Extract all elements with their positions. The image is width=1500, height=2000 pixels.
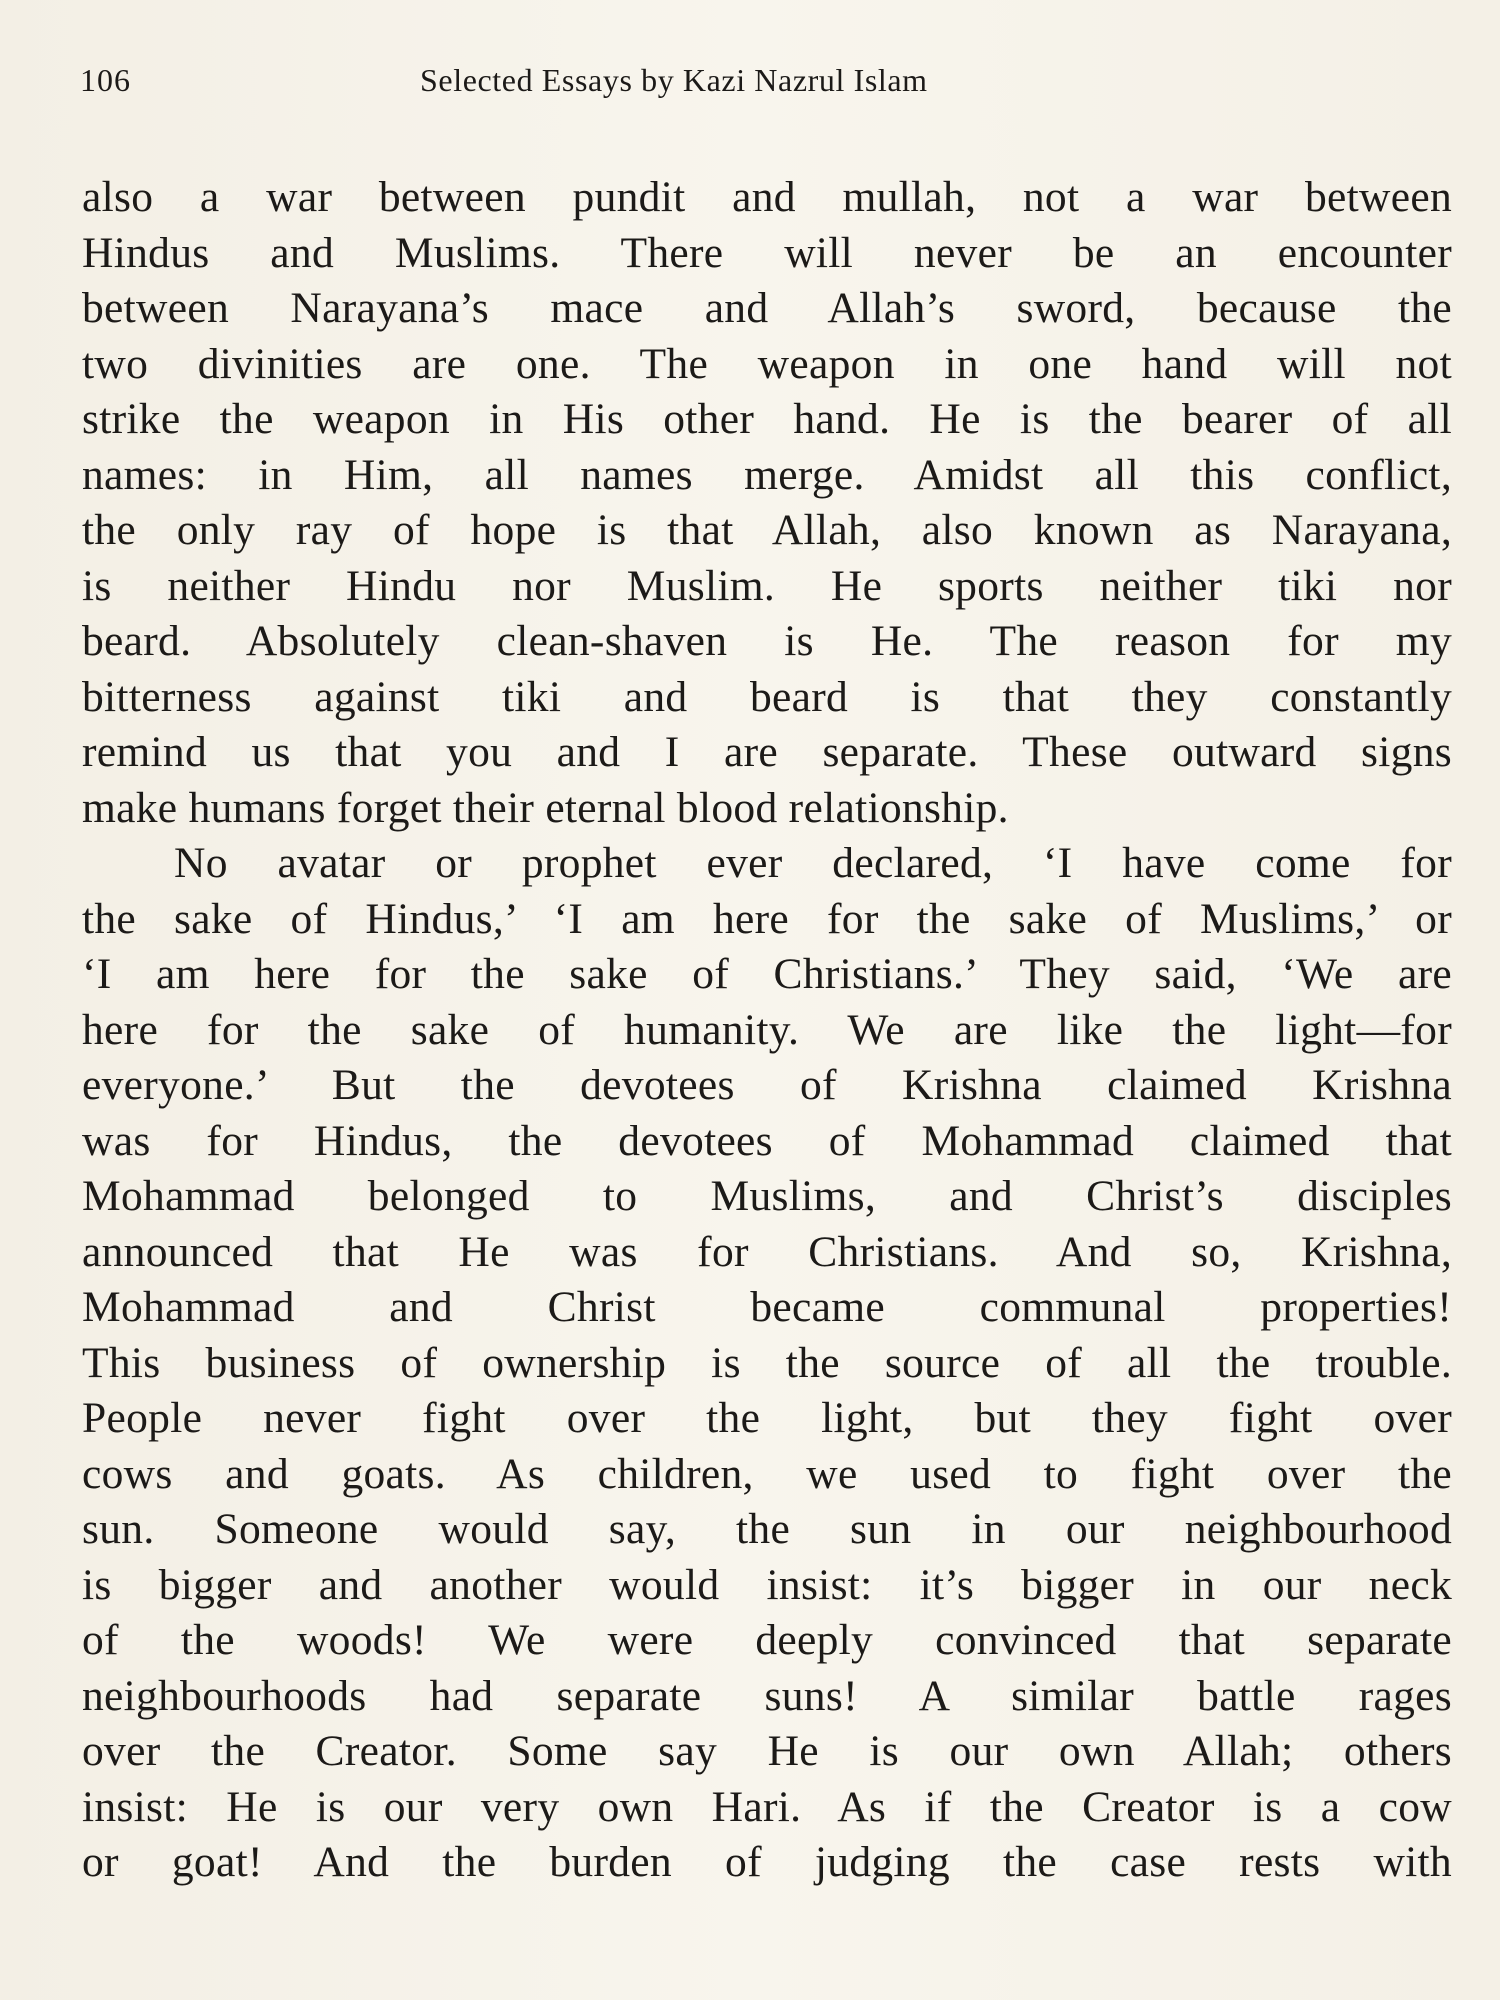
paragraph-first-line: No avatar or prophet ever declared, ‘I have come for bbox=[174, 839, 1452, 887]
text-line: make humans forget their eternal blood relationship. bbox=[82, 783, 1009, 832]
text-line: cows and goats. As children, we used to fight over the bbox=[82, 1449, 1452, 1498]
text-line: ‘I am here for the sake of Christians.’ They said, ‘We are bbox=[82, 950, 1452, 998]
text-line: Mohammad belonged to Muslims, and Christ’s disciples bbox=[82, 1172, 1452, 1220]
text-line: the only ray of hope is that Allah, also known as Narayana, bbox=[82, 506, 1452, 554]
text-line: announced that He was for Christians. And so, Krishna, bbox=[82, 1227, 1452, 1276]
text-line: names: in Him, all names merge. Amidst all this conflict, bbox=[82, 450, 1452, 499]
text-line: beard. Absolutely clean-shaven is He. The reason for my bbox=[82, 617, 1452, 665]
text-line: is neither Hindu nor Muslim. He sports neither tiki nor bbox=[82, 561, 1452, 610]
text-line: was for Hindus, the devotees of Mohammad claimed that bbox=[82, 1116, 1452, 1165]
text-line: between Narayana’s mace and Allah’s sword, because the bbox=[82, 284, 1452, 332]
text-line: sun. Someone would say, the sun in our neighbourhood bbox=[82, 1505, 1452, 1553]
text-line: two divinities are one. The weapon in one hand will not bbox=[82, 339, 1452, 388]
text-line: is bigger and another would insist: it’s bigger in our neck bbox=[82, 1560, 1452, 1609]
running-title: Selected Essays by Kazi Nazrul Islam bbox=[420, 62, 928, 98]
text-line: remind us that you and I are separate. These outward signs bbox=[82, 728, 1452, 776]
text-line: of the woods! We were deeply convinced that separate bbox=[82, 1616, 1452, 1664]
running-head bbox=[80, 62, 1120, 112]
text-line: also a war between pundit and mullah, not a war between bbox=[82, 173, 1452, 221]
text-line: People never fight over the light, but they fight over bbox=[82, 1394, 1452, 1442]
text-line: insist: He is our very own Hari. As if the Creator is a cow bbox=[82, 1782, 1452, 1831]
text-line: strike the weapon in His other hand. He is the bearer of all bbox=[82, 395, 1452, 443]
text-line: bitterness against tiki and beard is that they constantly bbox=[82, 672, 1452, 721]
text-line: the sake of Hindus,’ ‘I am here for the sake of Muslims,’ or bbox=[82, 894, 1452, 943]
text-line: everyone.’ But the devotees of Krishna claimed Krishna bbox=[82, 1061, 1452, 1109]
text-line: or goat! And the burden of judging the case rests with bbox=[82, 1838, 1452, 1886]
text-line: This business of ownership is the source of all the trouble. bbox=[82, 1338, 1452, 1387]
text-line: Hindus and Muslims. There will never be an encounter bbox=[82, 228, 1452, 277]
text-line: here for the sake of humanity. We are like the light—for bbox=[82, 1005, 1452, 1054]
body-text bbox=[82, 170, 1452, 1891]
text-line: neighbourhoods had separate suns! A similar battle rages bbox=[82, 1671, 1452, 1720]
text-line: Mohammad and Christ became communal properties! bbox=[82, 1283, 1452, 1331]
page-number: 106 bbox=[80, 62, 131, 98]
text-line: over the Creator. Some say He is our own Allah; others bbox=[82, 1727, 1452, 1775]
